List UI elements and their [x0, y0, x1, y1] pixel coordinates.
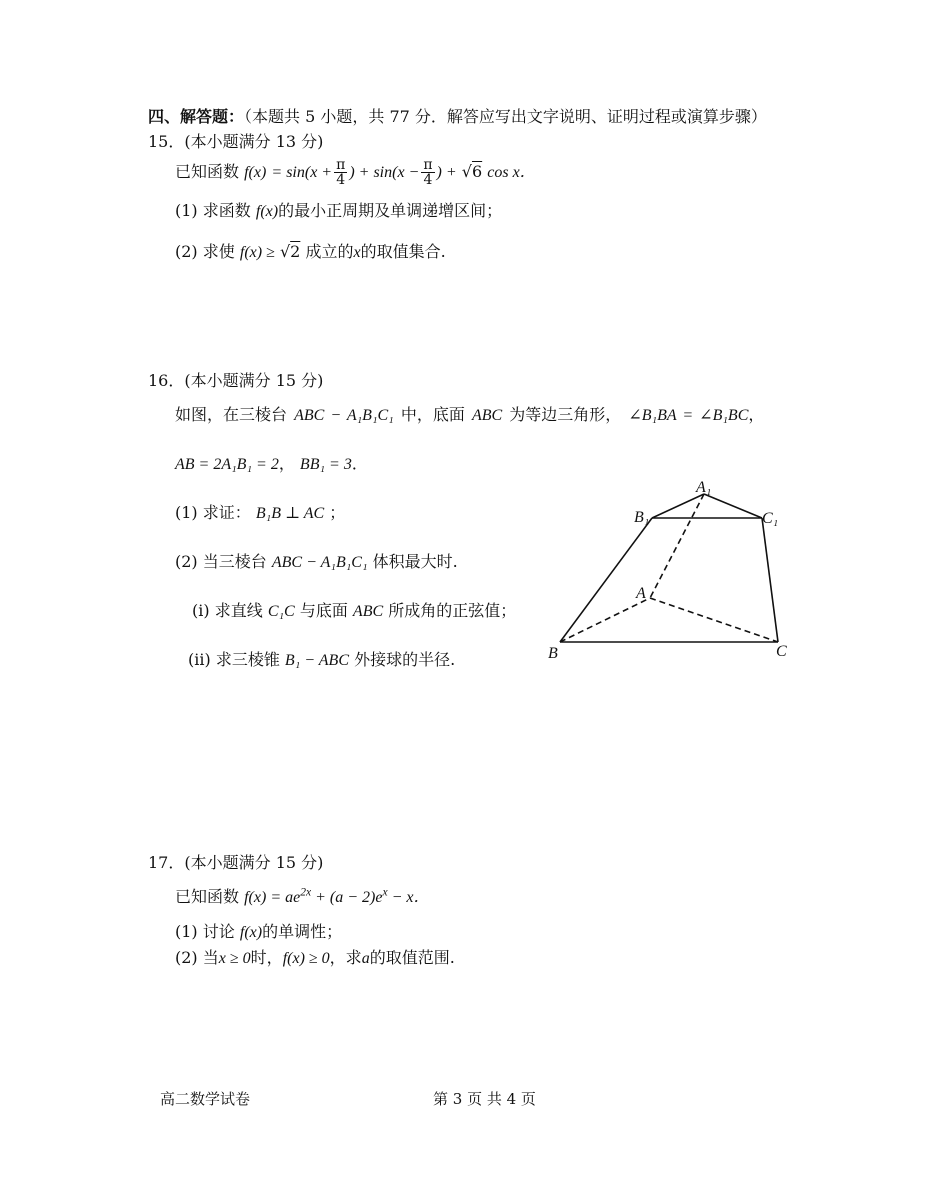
q16-pi-label: (i)	[192, 601, 210, 620]
q17-p2-d: 的取值范围.	[369, 948, 455, 967]
q15-p1-text-a: 求函数	[202, 201, 251, 220]
q16-line1-abc: ABC	[471, 407, 503, 424]
q16-line2-d: ．	[351, 454, 368, 473]
footer-left: 高二数学试卷	[160, 1090, 251, 1108]
q15-eq-part4: cos x．	[487, 164, 536, 181]
q16-frustum-2: ABC − A₁B₁C₁	[271, 554, 368, 571]
q15-p1-fx: f(x)	[255, 203, 279, 220]
q16-pi-math: C₁C	[267, 603, 295, 620]
q15-p2-text-a: 求使	[202, 242, 235, 261]
q16-pi-c: 所成角的正弦值；	[388, 601, 517, 620]
q16-pii-a: 求三棱锥	[215, 650, 280, 669]
frustum-figure	[540, 478, 800, 668]
edge-c1-c	[762, 518, 778, 642]
q17-p1-a: 讨论	[202, 922, 235, 941]
q17-header: 17．(本小题满分 15 分)	[148, 853, 324, 872]
q16-part2-i	[192, 598, 516, 621]
label-c1: C₁	[762, 510, 779, 527]
edge-b-a-hidden	[560, 598, 650, 642]
q17-p2-c: ，求	[329, 948, 362, 967]
q17-p1-fx: f(x)	[239, 924, 263, 941]
q16-line1-d: ，	[748, 405, 765, 424]
q15-p2-text-c: 的取值集合.	[360, 242, 446, 261]
q16-p2-a: 当三棱台	[202, 552, 267, 571]
q15-sqrt6: 6	[471, 162, 483, 181]
q16-p2-label: (2)	[175, 552, 198, 571]
q16-pi-a: 求直线	[214, 601, 263, 620]
q15-fx: f(x)	[244, 164, 267, 181]
q15-sqrt-sign: √	[461, 162, 472, 181]
q17-part2	[175, 945, 455, 968]
q16-p2-b: 体积最大时.	[372, 552, 458, 571]
q16-p1-b: ；	[329, 503, 346, 522]
q17-p1-label: (1)	[175, 922, 198, 941]
q15-eq-part3: ) +	[436, 164, 457, 181]
q17-stem-prefix: 已知函数	[175, 887, 240, 906]
q15-fraction-1	[334, 158, 347, 187]
label-b: B	[548, 645, 558, 662]
label-b1: B₁	[634, 509, 650, 526]
q15-fraction-2	[421, 158, 434, 187]
q15-pi-1: π	[336, 157, 346, 173]
q16-line2-a: AB = 2A₁B₁ = 2	[175, 456, 279, 473]
q16-header: 16．(本小题满分 15 分)	[148, 371, 324, 390]
edge-a1-c1	[704, 494, 762, 518]
q15-stem	[175, 153, 536, 192]
q16-part2-ii	[188, 647, 455, 670]
q16-line1-b: 中，底面	[400, 405, 465, 424]
q16-pii-label: (ii)	[188, 650, 211, 669]
q16-part1	[175, 500, 345, 523]
section-note: （本题共 5 小题，共 77 分．解答应写出文字说明、证明过程或演算步骤）	[244, 107, 767, 126]
q17-p2-label: (2)	[175, 948, 198, 967]
q15-p1-label: (1)	[175, 201, 198, 220]
edge-b1-a1	[652, 494, 704, 518]
footer-page-number: 第 3 页 共 4 页	[433, 1090, 536, 1108]
q16-p1-label: (1)	[175, 503, 198, 522]
q15-eq-part2: ) + sin(x −	[349, 164, 420, 181]
edge-b1-b	[560, 518, 652, 642]
q17-p1-b: 的单调性；	[262, 922, 343, 941]
q16-frustum-1: ABC − A₁B₁C₁	[294, 407, 394, 424]
q16-pi-b: 与底面	[299, 601, 348, 620]
q15-p2-sqrt-sign: √	[279, 242, 291, 261]
q16-p1-a: 求证：	[202, 503, 251, 522]
q16-line2-b: ，	[278, 454, 295, 473]
q17-part1	[175, 919, 342, 942]
q15-pi-2: π	[423, 157, 433, 173]
label-a1: A₁	[696, 479, 712, 496]
q15-stem-prefix: 已知函数	[175, 162, 240, 181]
q16-p1-math: B₁B ⊥ AC	[255, 505, 325, 522]
section-heading	[148, 104, 767, 127]
section-title: 四、解答题：	[148, 107, 245, 126]
q17-p2-a-var: a	[361, 950, 370, 967]
q17-eq-b: + (a − 2)e	[311, 889, 383, 906]
q16-line2	[175, 451, 368, 474]
q15-eq-part1: = sin(x +	[271, 164, 333, 181]
q15-part1	[175, 198, 502, 221]
q16-part2	[175, 549, 458, 572]
q17-p2-cond: x ≥ 0	[218, 950, 251, 967]
q17-exp-2x: 2x	[300, 886, 312, 899]
q17-p2-b: 时，	[250, 948, 283, 967]
q16-line1-c: 为等边三角形，	[509, 405, 622, 424]
q17-eq-a: f(x) = ae	[244, 889, 301, 906]
label-c: C	[776, 643, 787, 660]
q17-stem	[175, 884, 429, 907]
q17-eq	[244, 886, 430, 906]
edge-a-c-hidden	[650, 598, 778, 642]
q16-line2-c: BB₁ = 3	[299, 456, 352, 473]
q17-p2-a: 当	[202, 948, 219, 967]
q16-line1	[175, 402, 764, 425]
q15-part2	[175, 239, 446, 262]
q15-four-2: 4	[423, 172, 433, 188]
q17-exp-x: x	[382, 886, 388, 899]
q15-p2-text-b: 成立的	[305, 242, 354, 261]
edge-a1-a-hidden	[650, 494, 704, 598]
q16-pii-math: B₁ − ABC	[284, 652, 349, 669]
q15-p2-x: x	[353, 244, 361, 261]
label-a: A	[636, 585, 646, 602]
q16-line1-angle: ∠B₁BA = ∠B₁BC	[628, 407, 749, 424]
q15-header: 15．(本小题满分 13 分)	[148, 132, 324, 151]
q15-p1-text-b: 的最小正周期及单调递增区间；	[278, 201, 503, 220]
q16-pi-abc: ABC	[352, 603, 384, 620]
q15-four-1: 4	[336, 172, 346, 188]
q17-eq-c: − x．	[387, 889, 430, 906]
q15-p2-label: (2)	[175, 242, 198, 261]
q16-pii-b: 外接球的半径.	[354, 650, 456, 669]
q15-p2-sqrt2: 2	[290, 242, 301, 261]
q17-p2-ineq: f(x) ≥ 0	[282, 950, 330, 967]
q16-line1-a: 如图，在三棱台	[175, 405, 288, 424]
q15-p2-ineq: f(x) ≥	[239, 244, 275, 261]
